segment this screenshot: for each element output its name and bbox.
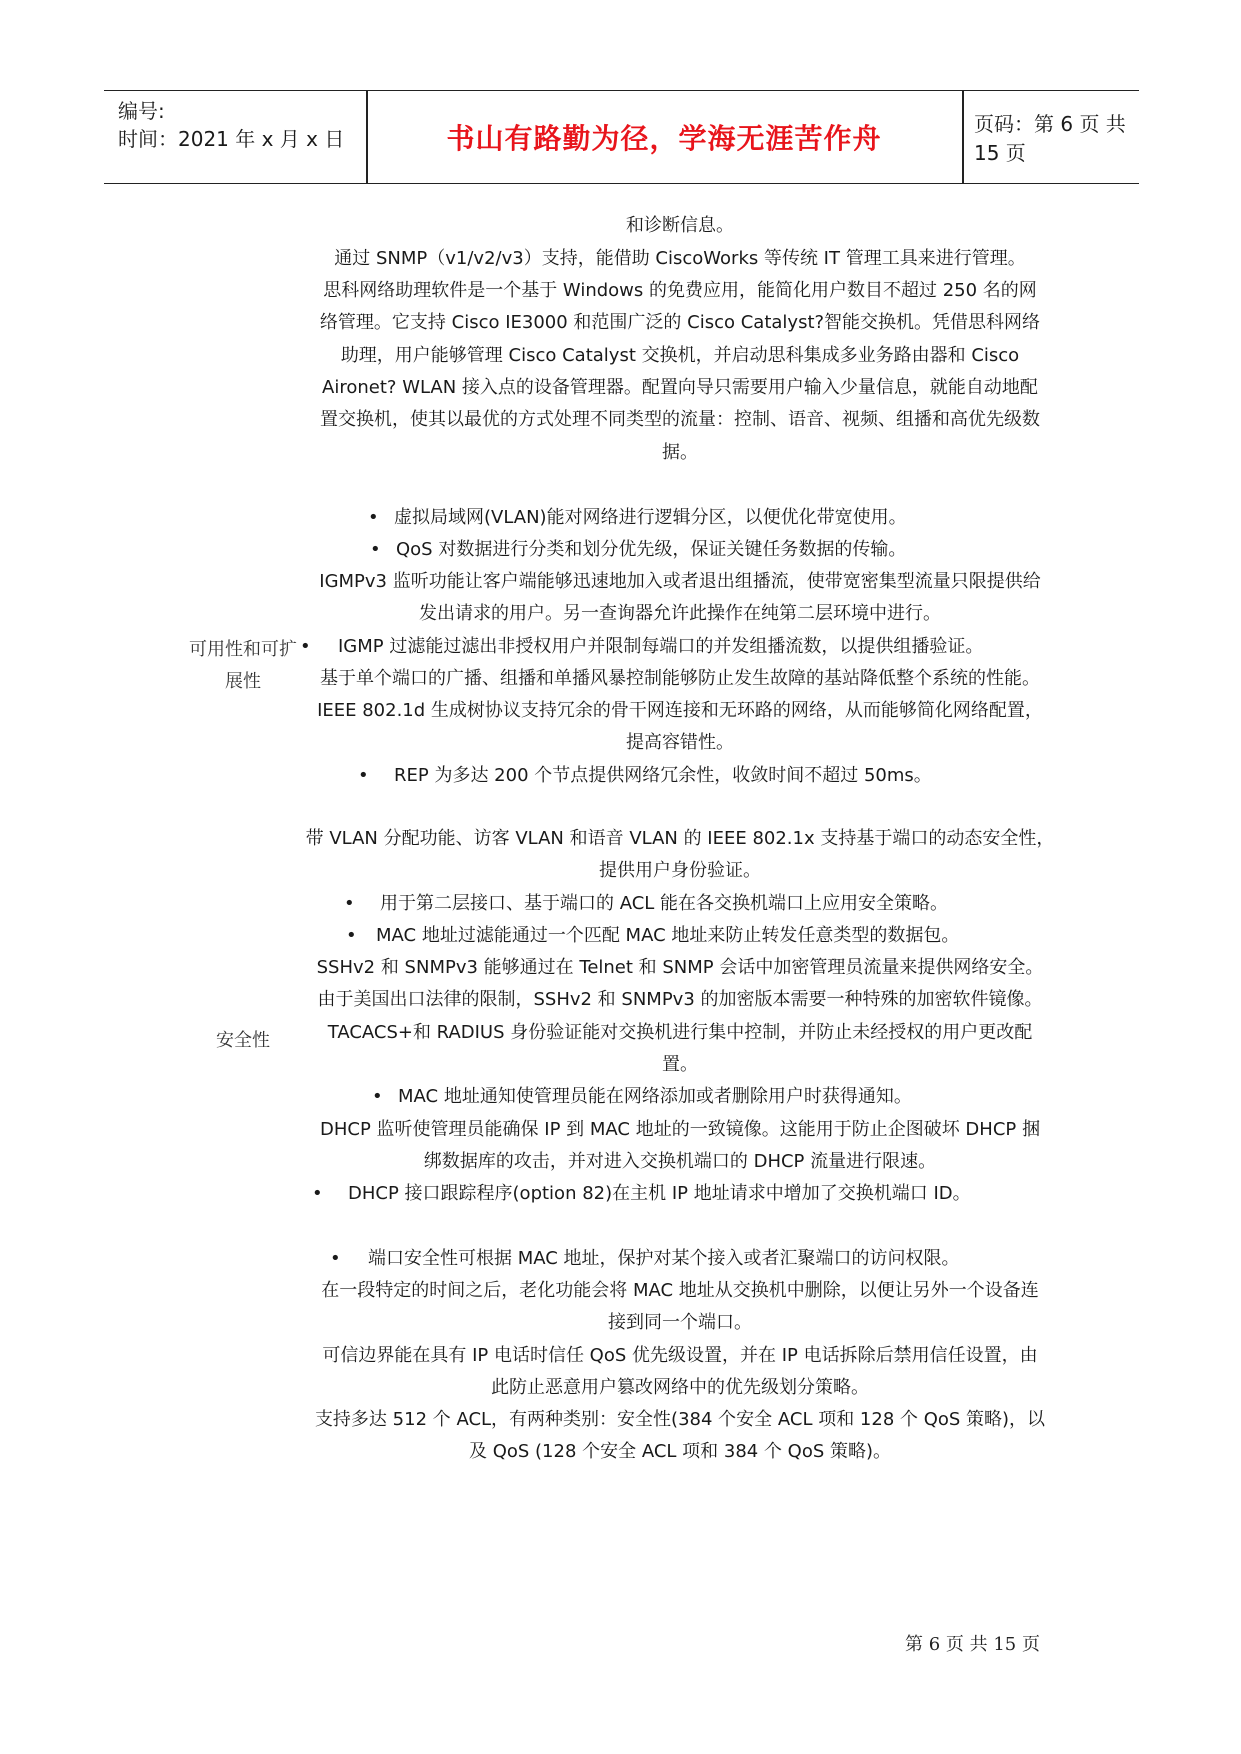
- text-line: 绑数据库的攻击，并对进入交换机端口的 DHCP 流量进行限速。: [423, 1151, 937, 1172]
- text-line: 带 VLAN 分配功能、访客 VLAN 和语音 VLAN 的 IEEE 802.1x 支持基于端口的动态安全性，: [305, 828, 1055, 849]
- document-code-label: 编号:: [118, 99, 165, 123]
- bullet-item: • DHCP 接口跟踪程序(option 82)在主机 IP 地址请求中增加了交换机端口 ID。: [312, 1178, 971, 1210]
- bullet-icon: •: [368, 507, 379, 528]
- text-line: Aironet? WLAN 接入点的设备管理器。配置向导只需要用户输入少量信息，就能自动地配: [322, 377, 1038, 398]
- bullet-icon: •: [300, 636, 311, 657]
- text-line: 络管理。它支持 Cisco IE3000 和范围广泛的 Cisco Catalyst?智能交换机。凭借思科网络: [319, 312, 1041, 333]
- header-page-number: 页码：第 6 页 共 15 页: [974, 112, 1126, 165]
- bullet-item: • QoS 对数据进行分类和划分优先级，保证关键任务数据的传输。: [370, 534, 906, 566]
- bullet-icon: •: [358, 765, 369, 786]
- bullet-item: • REP 为多达 200 个节点提供网络冗余性，收敛时间不超过 50ms。: [358, 760, 932, 792]
- bullet-icon: •: [330, 1248, 341, 1269]
- text-line: 可信边界能在具有 IP 电话时信任 QoS 优先级设置，并在 IP 电话拆除后禁用信任设置，由: [322, 1345, 1038, 1366]
- text-line: 发出请求的用户。另一查询器允许此操作在纯第二层环境中进行。: [419, 603, 941, 624]
- text-line: DHCP 监听使管理员能确保 IP 到 MAC 地址的一致镜像。这能用于防止企图破坏 DHCP 捆: [320, 1119, 1040, 1140]
- document-time-label: 时间：2021 年 x 月 x 日: [118, 127, 345, 151]
- text-line: 置。: [662, 1054, 698, 1075]
- bullet-item: • 虚拟局域网(VLAN)能对网络进行逻辑分区，以便优化带宽使用。: [368, 502, 907, 534]
- header-motto: 书山有路勤为径，学海无涯苦作舟: [446, 122, 882, 155]
- text-line: 由于美国出口法律的限制，SSHv2 和 SNMPv3 的加密版本需要一种特殊的加密软件镜像。: [317, 989, 1043, 1010]
- header-meta: [118, 91, 368, 183]
- text-line: 据。: [662, 442, 698, 463]
- bullet-item: • MAC 地址过滤能通过一个匹配 MAC 地址来防止转发任意类型的数据包。: [346, 920, 959, 952]
- bullet-item: • 端口安全性可根据 MAC 地址，保护对某个接入或者汇聚端口的访问权限。: [330, 1243, 960, 1275]
- section-label-availability: 可用性和可扩展性: [189, 639, 297, 692]
- text-line: 在一段特定的时间之后，老化功能会将 MAC 地址从交换机中删除，以便让另外一个设备连: [321, 1280, 1039, 1301]
- section-label-security: 安全性: [216, 1030, 270, 1051]
- bullet-item: • IGMP 过滤能过滤出非授权用户并限制每端口的并发组播流数，以提供组播验证。: [300, 631, 983, 663]
- text-line: 及 QoS (128 个安全 ACL 项和 384 个 QoS 策略)。: [468, 1441, 892, 1462]
- text-line: 提供用户身份验证。: [599, 860, 761, 881]
- text-line: TACACS+和 RADIUS 身份验证能对交换机进行集中控制，并防止未经授权的用户更改配: [327, 1022, 1033, 1043]
- text-line: 基于单个端口的广播、组播和单播风暴控制能够防止发生故障的基站降低整个系统的性能。: [320, 668, 1040, 689]
- page-footer: 第 6 页 共 15 页: [905, 1634, 1040, 1655]
- bullet-icon: •: [346, 925, 357, 946]
- bullet-icon: •: [372, 1086, 383, 1107]
- text-line: 和诊断信息。: [626, 215, 734, 236]
- text-line: 接到同一个端口。: [608, 1312, 752, 1333]
- bullet-item: • 用于第二层接口、基于端口的 ACL 能在各交换机端口上应用安全策略。: [344, 888, 948, 920]
- text-line: IGMPv3 监听功能让客户端能够迅速地加入或者退出组播流，使带宽密集型流量只限提供给: [319, 571, 1041, 592]
- text-line: 思科网络助理软件是一个基于 Windows 的免费应用，能简化用户数目不超过 250 名的网: [323, 280, 1037, 301]
- text-line: 此防止恶意用户篡改网络中的优先级划分策略。: [491, 1377, 869, 1398]
- text-line: 支持多达 512 个 ACL，有两种类别：安全性(384 个安全 ACL 项和 128 个 QoS 策略)，以: [314, 1409, 1046, 1430]
- text-line: SSHv2 和 SNMPv3 能够通过在 Telnet 和 SNMP 会话中加密管理员流量来提供网络安全。: [316, 957, 1044, 978]
- text-line: 置交换机，使其以最优的方式处理不同类型的流量：控制、语音、视频、组播和高优先级数: [320, 409, 1040, 430]
- bullet-icon: •: [344, 893, 355, 914]
- text-line: IEEE 802.1d 生成树协议支持冗余的骨干网连接和无环路的网络，从而能够简化网络配置，: [317, 700, 1043, 721]
- page-header: [104, 90, 1139, 184]
- bullet-icon: •: [312, 1183, 323, 1204]
- text-line: 通过 SNMP（v1/v2/v3）支持，能借助 CiscoWorks 等传统 IT 管理工具来进行管理。: [334, 248, 1026, 269]
- text-line: 助理，用户能够管理 Cisco Catalyst 交换机，并启动思科集成多业务路由器和 Cisco: [340, 345, 1020, 366]
- text-line: 提高容错性。: [626, 732, 734, 753]
- header-divider-right: [962, 91, 964, 183]
- bullet-icon: •: [370, 539, 381, 560]
- bullet-item: • MAC 地址通知使管理员能在网络添加或者删除用户时获得通知。: [372, 1081, 912, 1113]
